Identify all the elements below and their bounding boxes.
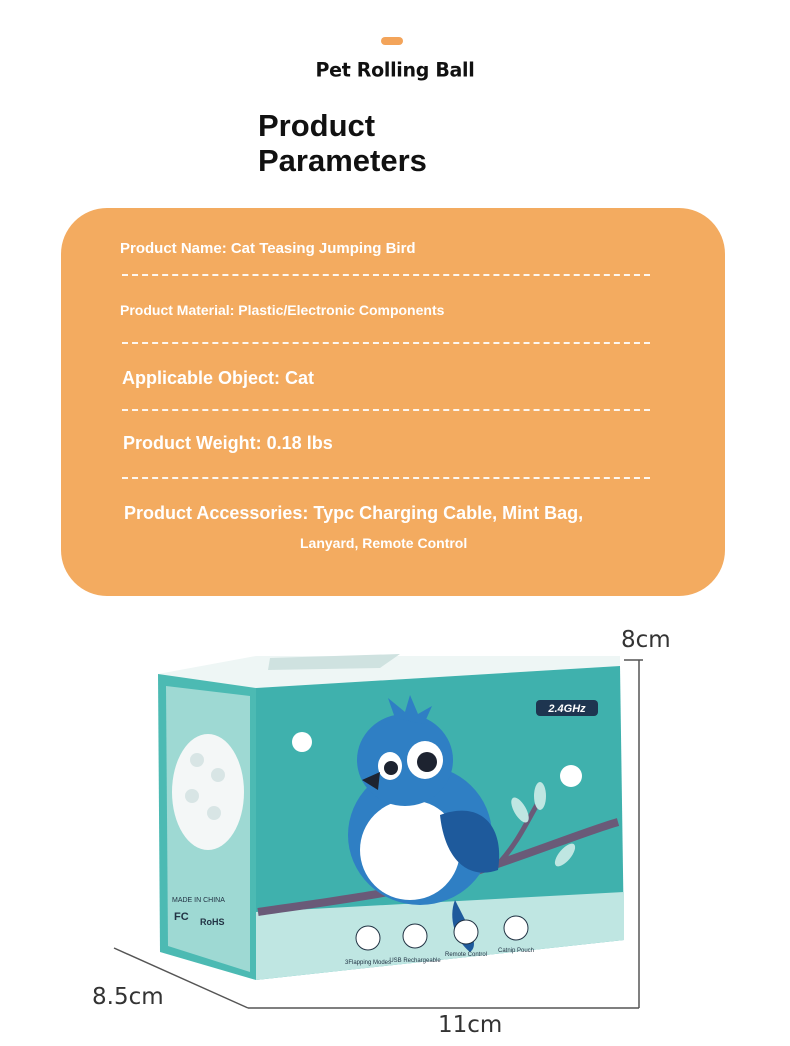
divider bbox=[122, 409, 650, 411]
feature-label: USB Rechargeable bbox=[389, 958, 441, 964]
param-product-material: Product Material: Plastic/Electronic Components bbox=[120, 302, 445, 318]
frequency-badge-text: 2.4GHz bbox=[548, 703, 586, 715]
rohs-text: RoHS bbox=[200, 917, 225, 927]
flapping-modes-icon bbox=[356, 926, 380, 950]
bird-pupil bbox=[417, 752, 437, 772]
catnip-pouch-icon bbox=[504, 916, 528, 940]
feature-label: Remote Control bbox=[444, 952, 488, 958]
product-box-illustration bbox=[0, 600, 790, 1041]
paw-icon bbox=[292, 732, 312, 752]
divider bbox=[122, 342, 650, 344]
section-title bbox=[258, 108, 427, 178]
remote-button bbox=[185, 789, 199, 803]
param-product-accessories-cont: Lanyard, Remote Control bbox=[300, 535, 468, 551]
param-product-name: Product Name: Cat Teasing Jumping Bird bbox=[120, 240, 416, 257]
divider bbox=[122, 477, 650, 479]
brand-title: Pet Rolling Ball bbox=[315, 58, 475, 82]
feature-label: Catnip Pouch bbox=[497, 948, 535, 954]
made-in-text: MADE IN CHINA bbox=[172, 897, 225, 904]
decorative-pill bbox=[381, 37, 403, 45]
parameters-card bbox=[61, 208, 725, 596]
dimension-width: 11cm bbox=[438, 1012, 503, 1038]
section-title-line1: Product bbox=[258, 108, 376, 143]
param-product-weight: Product Weight: 0.18 lbs bbox=[123, 433, 333, 453]
param-product-accessories: Product Accessories: Typc Charging Cable, Mint Bag, bbox=[124, 503, 584, 523]
remote-button bbox=[207, 806, 221, 820]
feature-label: 3Flapping Modes bbox=[344, 960, 392, 966]
bird-pupil bbox=[384, 761, 398, 775]
section-title-line2: Parameters bbox=[258, 143, 427, 178]
dimension-depth: 8.5cm bbox=[92, 984, 164, 1010]
dimension-height: 8cm bbox=[621, 627, 671, 653]
remote-control-icon bbox=[454, 920, 478, 944]
remote-button bbox=[211, 768, 225, 782]
param-applicable-object: Applicable Object: Cat bbox=[122, 368, 315, 388]
product-box-figure bbox=[0, 600, 790, 1041]
remote-button bbox=[190, 753, 204, 767]
leaf bbox=[534, 782, 546, 810]
divider bbox=[122, 274, 650, 276]
usb-icon bbox=[403, 924, 427, 948]
paw-icon bbox=[560, 765, 582, 787]
fc-text: FC bbox=[174, 911, 189, 923]
remote-illustration bbox=[172, 734, 244, 850]
